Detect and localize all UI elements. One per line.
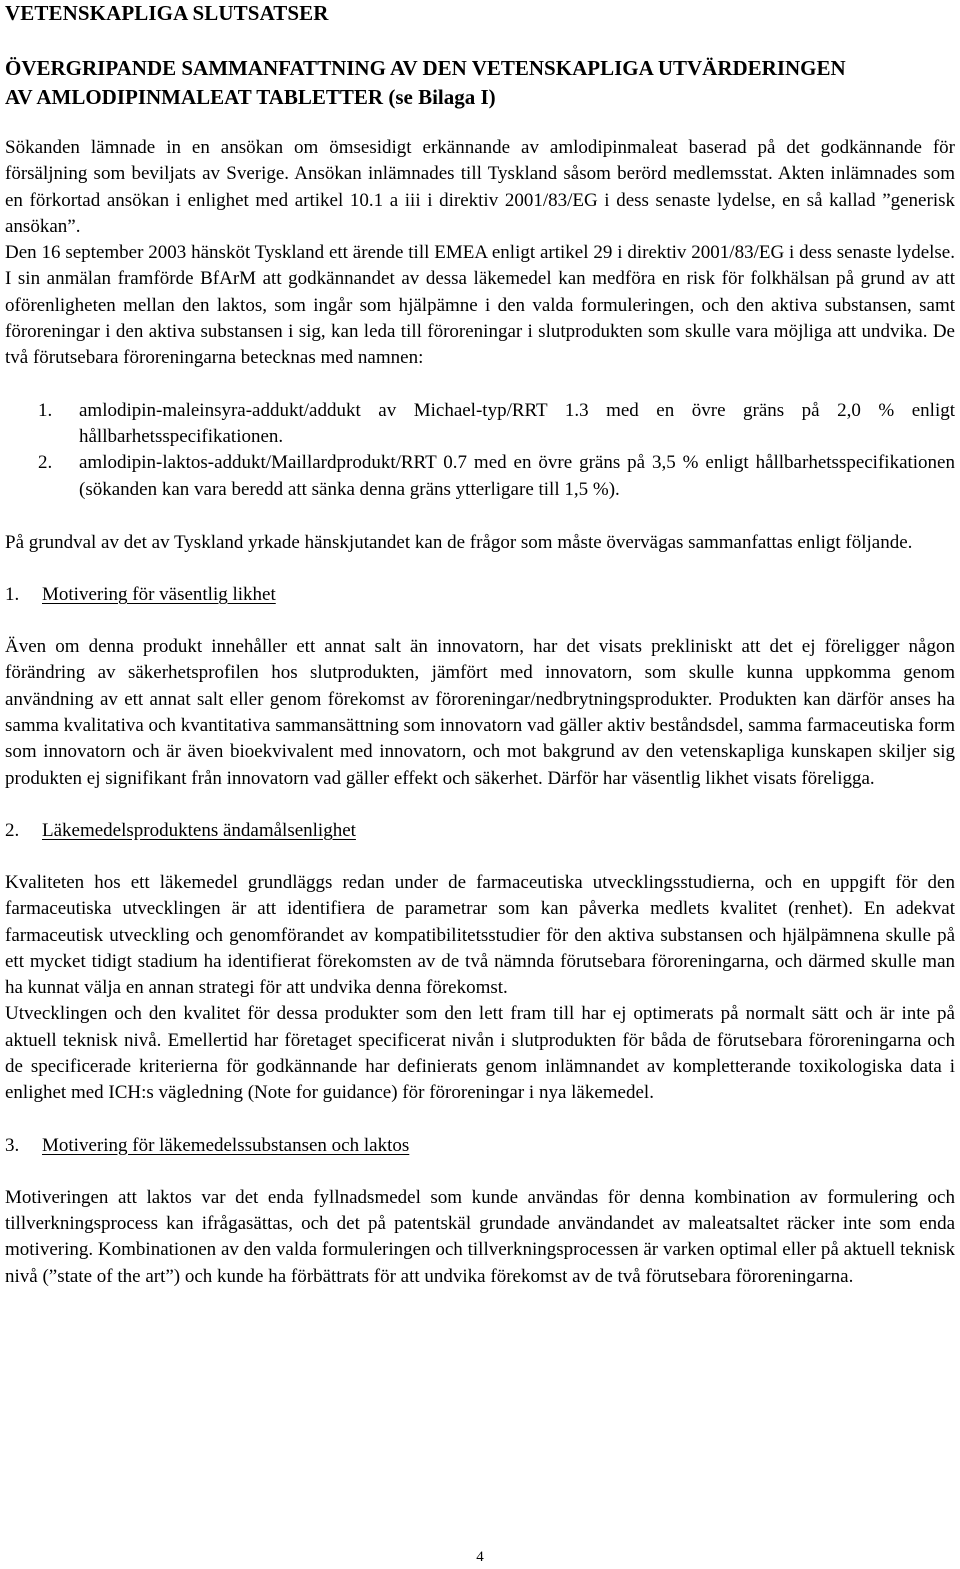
section-heading-1	[5, 582, 955, 608]
document-subtitle	[5, 54, 955, 112]
page-number: 4	[476, 1549, 484, 1565]
list-item-text: amlodipin-laktos-addukt/Maillardprodukt/RRT 0.7 med en övre gräns på 3,5 % enligt hållbarhetsspecifikationen (sökanden kan vara beredd att sänka denna gräns ytterligare till 1,5 %).	[79, 452, 955, 500]
document-page	[5, 0, 955, 1290]
section-title: Läkemedelsproduktens ändamålsenlighet	[42, 819, 356, 841]
section-heading-2	[5, 818, 955, 844]
list-item-number: 2.	[38, 452, 53, 474]
section-heading-3	[5, 1133, 955, 1159]
section-title: Motivering för läkemedelssubstansen och laktos	[42, 1134, 410, 1156]
impurity-list	[5, 398, 955, 503]
list-item-text: amlodipin-maleinsyra-addukt/addukt av Michael-typ/RRT 1.3 med en övre gräns på 2,0 % enligt hållbarhetsspecifikationen.	[79, 399, 955, 447]
section-3-paragraph-1: Motiveringen att laktos var det enda fyllnadsmedel som kunde användas för denna kombination av formulering och tillverkningsprocess kan ifrågasättas, och det på patentskäl grundade användandet av maleatsaltet räcker inte som enda motivering. Kombinationen av den valda formuleringen och tillverkningsprocessen är varken optimal eller på aktuell teknisk nivå (”state of the art”) och kunde ha förbättrats för att undvika förekomst av de två förutsebara föroreningarna.	[5, 1186, 955, 1287]
section-2-paragraph-2: Utvecklingen och den kvalitet för dessa produkter som den lett fram till har ej optimerats på normalt sätt och är inte på aktuell teknisk nivå. Emellertid har företaget specificerat nivån i slutprodukten för båda de förutsebara föroreningarna och de specificerade kriterierna för godkännande har definierats genom inlämnandet av kompletterande toxikologiska data i enlighet med ICH:s vägledning (Note for guidance) för föroreningar i nya läkemedel.	[5, 1003, 955, 1104]
summary-paragraph: På grundval av det av Tyskland yrkade hänskjutandet kan de frågor som måste övervägas sammanfattas enligt följande.	[5, 531, 913, 553]
section-number: 1.	[5, 584, 20, 606]
list-item	[5, 450, 955, 503]
intro-paragraph-2: Den 16 september 2003 hänsköt Tyskland ett ärende till EMEA enligt artikel 29 i direktiv 2001/83/EG i dess senaste lydelse. I sin anmälan framförde BfArM att godkännandet av dessa läkemedel kan medföra en risk för folkhälsan på grund av att oförenligheten mellan den laktos, som ingår som hjälpämne i den valda formuleringen, och den aktiva substansen, samt föroreningar i den aktiva substansen i sig, kan leda till föroreningar i slutprodukten som skulle vara möjliga att undvika. De två förutsebara föroreningarna betecknas med namnen:	[5, 242, 955, 369]
section-number: 3.	[5, 1134, 20, 1156]
list-item-number: 1.	[38, 399, 53, 421]
subtitle-line-2: AV AMLODIPINMALEAT TABLETTER (se Bilaga I)	[5, 85, 496, 109]
subtitle-line-1: ÖVERGRIPANDE SAMMANFATTNING AV DEN VETENSKAPLIGA UTVÄRDERINGEN	[5, 56, 846, 80]
document-title: VETENSKAPLIGA SLUTSATSER	[5, 1, 329, 25]
section-number: 2.	[5, 819, 20, 841]
intro-paragraph-1: Sökanden lämnade in en ansökan om ömsesidigt erkännande av amlodipinmaleat baserad på det godkännande för försäljning som beviljats av Sverige. Ansökan inlämnades till Tyskland såsom berörd medlemsstat. Akten inlämnades som en förkortad ansökan i enlighet med artikel 10.1 a iii i direktiv 2001/83/EG i dess senaste lydelse, en så kallad ”generisk ansökan”.	[5, 137, 955, 237]
section-title: Motivering för väsentlig likhet	[42, 584, 276, 606]
list-item	[5, 398, 955, 451]
section-1-paragraph-1: Även om denna produkt innehåller ett annat salt än innovatorn, har det visats prekliniskt att det ej föreligger någon förändring av säkerhetsprofilen hos slutprodukten, jämfört med innovatorn, som skulle kunna uppkomma genom användning av ett annat salt eller genom förekomst av föroreningar/nedbrytningsprodukter. Produkten kan därför anses ha samma kvalitativa och kvantitativa sammansättning som innovatorn vad gäller aktiv beståndsdel, samma farmaceutiska form som innovatorn och är även bioekvivalent med innovatorn, och mot bakgrund av den vetenskapliga kunskapen skiljer sig produkten ej signifikant från innovatorn vad gäller effekt och säkerhet. Därför har väsentlig likhet visats föreligga.	[5, 636, 955, 789]
section-2-paragraph-1: Kvaliteten hos ett läkemedel grundläggs redan under de farmaceutiska utvecklingsstudierna, och en uppgift för den farmaceutiska utvecklingen är att identifiera de parametrar som kan påverka medlets kvalitet (renhet). En adekvat farmaceutisk utveckling och genomförandet av kompatibilitetsstudier för den aktiva substansen och hjälpämnena skulle på ett mycket tidigt stadium ha identifierat förekomsten av de två nämnda förutsebara föroreningarna, och därmed skulle man ha kunnat välja en annan strategi för att undvika denna förekomst.	[5, 871, 955, 999]
